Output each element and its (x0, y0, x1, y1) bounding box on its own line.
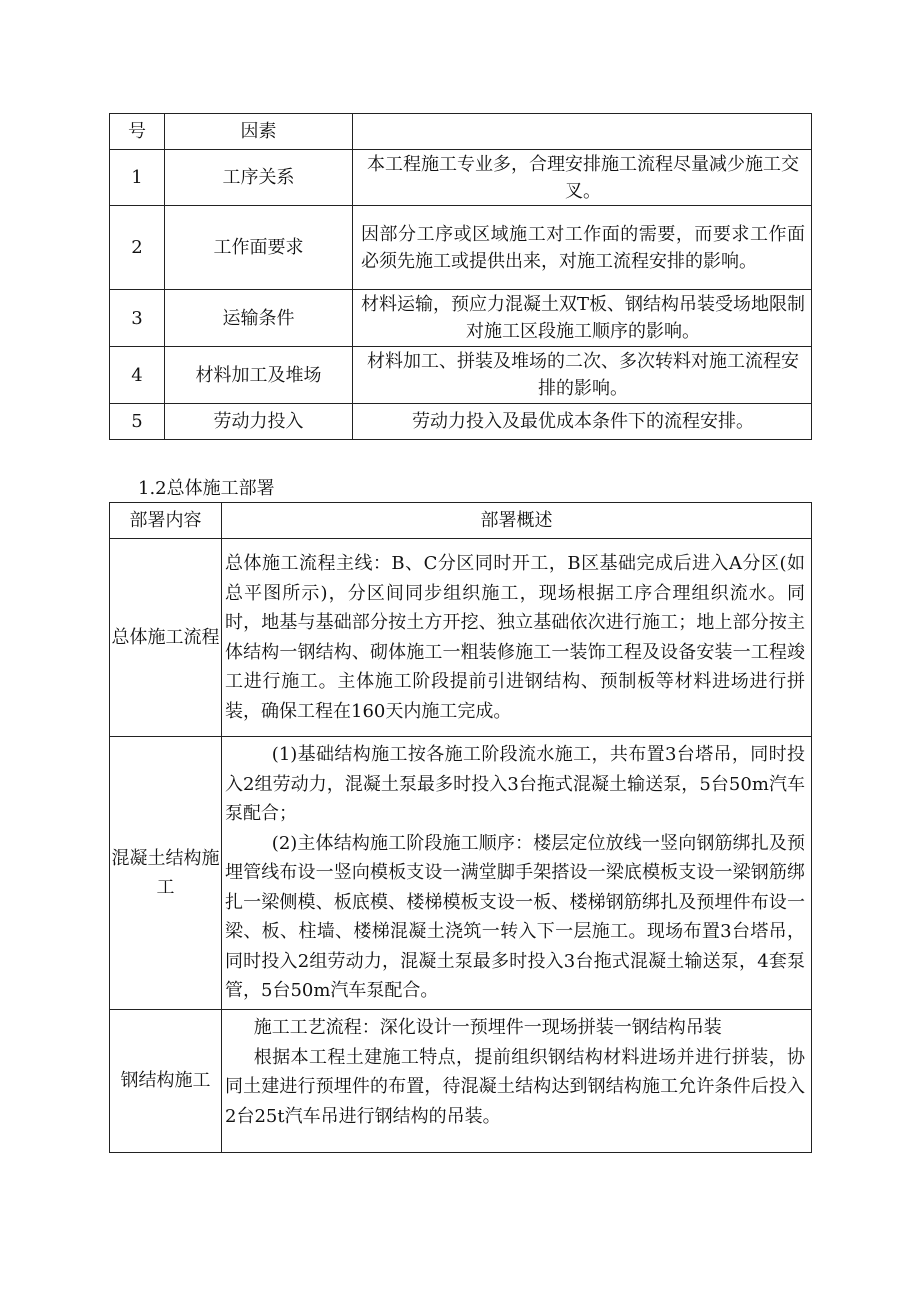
row-desc: 因部分工序或区域施工对工作面的需要，而要求工作面必须先施工或提供出来，对施工流程安排的影响。 (361, 223, 805, 272)
row-factor: 运输条件 (165, 290, 353, 347)
factors-table (109, 113, 812, 440)
row-no: 5 (110, 404, 165, 440)
deployment-table (109, 502, 812, 1153)
overview-paragraph: 施工工艺流程：深化设计一预埋件一现场拼装一钢结构吊装 (253, 1017, 722, 1038)
row-factor: 劳动力投入 (165, 404, 353, 440)
row-item: 总体施工流程 (110, 539, 222, 737)
overview-paragraph: (2)主体结构施工阶段施工顺序：楼层定位放线一竖向钢筋绑扎及预埋管线布设一竖向模板支设一满堂脚手架搭设一梁底模板支设一梁钢筋绑扎一梁侧模、板底模、楼梯模板支设一板、楼梯钢筋绑扎及预埋件布设一梁、板、柱墙、楼梯混凝土浇筑一转入下一层施工。现场布置3台塔吊，同时投入2组劳动力，混凝土泵最多时投入3台拖式混凝土输送泵，4套泵管，5台50m汽车泵配合。 (225, 832, 805, 1002)
row-item: 混凝土结构施工 (110, 737, 222, 1010)
row-no: 3 (110, 290, 165, 347)
overview-paragraph: 总体施工流程主线：B、C分区同时开工，B区基础完成后进入A分区(如总平图所示)，分区间同步组织施工，现场根据工序合理组织流水。同时，地基与基础部分按土方开挖、独立基础依次进行施工；地上部分按主体结构一钢结构、砌体施工一粗装修施工一装饰工程及设备安装一工程竣工进行施工。主体施工阶段提前引进钢结构、预制板等材料进场进行拼装，确保工程在160天内施工完成。 (225, 553, 805, 722)
table-row (110, 539, 812, 737)
row-desc: 材料加工、拼装及堆场的二次、多次转料对施工流程安排的影响。 (367, 351, 799, 399)
row-overview (222, 549, 811, 726)
row-overview (222, 1013, 811, 1131)
row-desc: 本工程施工专业多，合理安排施工流程尽量减少施工交叉。 (367, 153, 799, 202)
header-desc (353, 114, 812, 150)
header-no: 号 (110, 114, 165, 150)
row-desc: 材料运输，预应力混凝土双T板、钢结构吊装受场地限制对施工区段施工顺序的影响。 (361, 294, 806, 342)
row-item: 钢结构施工 (110, 1010, 222, 1153)
row-desc: 劳动力投入及最优成本条件下的流程安排。 (412, 411, 754, 432)
table-row (110, 737, 812, 1010)
header-overview: 部署概述 (222, 503, 812, 539)
row-overview (222, 740, 811, 1006)
section-heading: 1.2总体施工部署 (138, 478, 275, 499)
table-row (110, 150, 812, 206)
overview-paragraph: 根据本工程土建施工特点，提前组织钢结构材料进场并进行拼装，协同土建进行预埋件的布置，待混凝土结构达到钢结构施工允许条件后投入2台25t汽车吊进行钢结构的吊装。 (225, 1046, 805, 1127)
row-no: 4 (110, 347, 165, 404)
overview-paragraph: (1)基础结构施工按各施工阶段流水施工，共布置3台塔吊，同时投入2组劳动力，混凝土泵最多时投入3台拖式混凝土输送泵，5台50m汽车泵配合； (225, 744, 805, 825)
header-factor: 因素 (165, 114, 353, 150)
row-factor: 工序关系 (165, 150, 353, 206)
table-row (110, 290, 812, 347)
table-row (110, 347, 812, 404)
row-no: 2 (110, 206, 165, 290)
table-row (110, 404, 812, 440)
deploy-header-row (110, 503, 812, 539)
row-no: 1 (110, 150, 165, 206)
table-row (110, 1010, 812, 1153)
factors-header-row (110, 114, 812, 150)
row-factor: 工作面要求 (165, 206, 353, 290)
header-item: 部署内容 (110, 503, 222, 539)
row-factor: 材料加工及堆场 (165, 347, 353, 404)
table-row (110, 206, 812, 290)
